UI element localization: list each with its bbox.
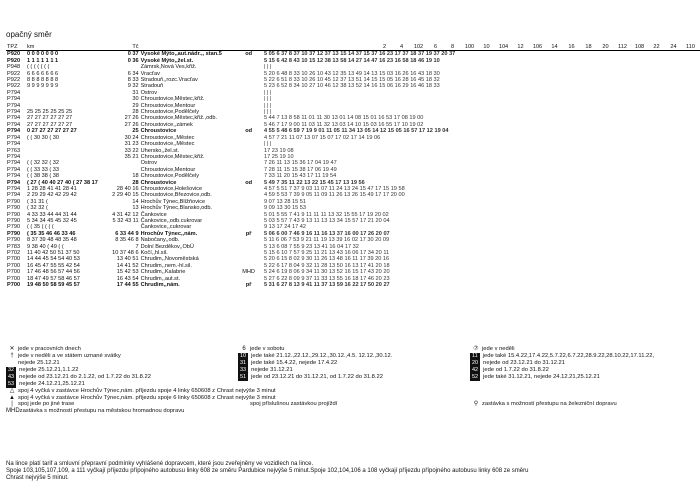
train-number: 8	[450, 44, 455, 50]
cell-km: ( ( 32 32 ( 32	[27, 160, 60, 167]
cell-stop: Chroustovice,,Městec	[140, 134, 195, 141]
cell-times: | | |	[264, 102, 272, 109]
column-header-tpz: TPZ	[6, 44, 26, 51]
cell-ad: od	[245, 128, 253, 135]
cell-tpz: P794	[7, 96, 21, 103]
cell-km: ( ( 38 38 ( 38	[27, 173, 60, 180]
cell-km: 9 9 9 9 9 9 9	[27, 83, 59, 90]
cell-tpz: P794	[7, 89, 21, 96]
legend-text: nejede 25.12.21	[18, 359, 60, 366]
direction-header: opačný směr	[6, 30, 52, 39]
note-box-icon: 53	[8, 380, 15, 387]
cell-stop: Chroustovice,Březovice,odb.	[140, 192, 212, 199]
cell-stop: Chroustovice,Mentour	[140, 102, 196, 109]
legend-item	[6, 346, 232, 353]
legend-symbol-icon: ▲	[9, 394, 15, 401]
legend-text: spoj příslušnou zastávkou projíždí	[250, 401, 338, 408]
note-box-icon: 42	[472, 366, 479, 373]
train-number: 112	[618, 44, 627, 50]
train-number: 24	[670, 44, 677, 50]
cell-tc: 6 33 44 9	[115, 230, 139, 237]
legend-symbol-icon: △	[9, 387, 15, 394]
legend-item	[470, 401, 696, 408]
cell-tpz: P794	[7, 192, 21, 199]
legend-item	[6, 388, 696, 395]
cell-km: ( ( 35 ( ( ( (	[27, 224, 54, 231]
cell-stop: Kočí,,hl.sil.	[140, 250, 168, 256]
legend-text: jede v neděli a ve státem uznané svátky	[18, 352, 121, 359]
cell-stop: Zámrsk,Nová Ves,křiž.	[140, 64, 197, 71]
cell-tpz: P794	[7, 153, 21, 160]
cell-tpz: P783	[7, 243, 21, 250]
cell-km: 17 46 48 56 57 44 56	[27, 269, 80, 276]
cell-times: | | |	[264, 109, 272, 116]
train-number: 20	[602, 44, 609, 50]
legend-text: spoj 4 vyčká v zastávce Hrochův Týnec,nám. příjezdu spoje 6 linky 650608 z Chrast nejvýše 3 minut	[18, 394, 276, 401]
legend-item	[238, 353, 464, 360]
legend-item	[470, 367, 696, 374]
cell-stop: Chroustovice,Podělčely	[140, 173, 200, 180]
legend-symbol-icon: ⑦	[473, 346, 479, 352]
cell-stop: Chroustovice,Městec,křiž.	[140, 153, 205, 160]
legend-symbol-icon: ✕	[9, 346, 15, 352]
cell-tc: 35 21	[124, 153, 139, 160]
cell-stop: Chroustovice,Mentour	[140, 166, 196, 173]
cell-times: 5 13 6 08 7 55 9 23 13 41 16 04 17 32	[264, 243, 359, 250]
cell-times: 5 46 7 17 9 00 11 03 11 32 13 03 14 10 15 03 16 55 17 10 19 02	[264, 121, 424, 128]
cell-tpz: P794	[7, 128, 21, 135]
cell-times: | | |	[264, 64, 272, 71]
cell-times: 9 13 17 24 17 42	[264, 224, 306, 231]
cell-stop: Chroustovice,,zámek	[140, 121, 193, 128]
cell-tc: 15 42 53	[116, 269, 139, 276]
footer-notes	[6, 461, 694, 483]
cell-stop: Stradouň	[140, 83, 164, 90]
legend-symbol-icon: †	[10, 352, 14, 359]
cell-km: 27 27 27 27 27 27	[27, 121, 73, 128]
cell-stop: Chrudim,,Novoměstská	[140, 256, 199, 263]
train-number: 102	[413, 44, 424, 50]
cell-times: 5 22 6 17 8 04 9 32 11 28 13 50 16 13 17 41 20 18	[264, 262, 390, 269]
cell-times: 5 01 5 55 7 41 9 11 11 11 13 32 15 55 17 19 20 02	[264, 211, 389, 218]
cell-km: 18 47 49 57 58 46 57	[27, 275, 80, 282]
cell-km: 0 0 0 0 0 0 0	[27, 51, 59, 58]
cell-tpz: P700	[7, 275, 21, 282]
cell-km: 8 37 39 48 48 35 48	[27, 237, 77, 244]
train-number: 22	[653, 44, 660, 50]
cell-stop: Chrudim,,Kalabrie	[140, 269, 186, 276]
cell-tpz: P920	[7, 51, 21, 58]
cell-times: 5 49 7 35 11 22 13 22 15 45 17 13 19 56	[264, 179, 365, 186]
cell-times: 5 11 6 06 7 53 9 21 11 19 13 39 16 02 17 30 20 09	[264, 237, 390, 244]
cell-tpz: P763	[7, 147, 21, 154]
cell-stop: Vracťav	[140, 70, 160, 77]
cell-times: 17 23 19 08	[264, 147, 294, 154]
cell-stop: Hrochův Týnec,Blansko,odb.	[140, 205, 212, 212]
legend-item	[470, 360, 696, 367]
footer-line: Na lince platí tarif a smluvní přepravní podmínky vyhlášené dopravcem, které jsou zveřejněny ve vozidlech na lince.	[6, 461, 314, 467]
cell-tpz: P700	[7, 262, 21, 269]
legend-text: nejede od 23.12.21 do 31.12.21	[483, 359, 566, 366]
cell-stop: Chroustovice,,Městec	[140, 141, 195, 148]
cell-times: 5 44 7 13 8 58 11 01 11 30 13 01 14 08 15 01 16 53 17 08 19 00	[264, 115, 424, 122]
cell-stop: Ostrov	[140, 160, 158, 167]
cell-times: 5 06 6 00 7 46 9 16 11 16 13 37 16 00 17 26 20 07	[264, 230, 390, 237]
cell-tc: 2 29 40 15	[112, 192, 139, 199]
legend-item	[6, 401, 232, 408]
cell-km: 1 1 1 1 1 1 1	[27, 57, 59, 64]
cell-tc: 13 40 51	[116, 256, 139, 263]
cell-tpz: P794	[7, 102, 21, 109]
cell-stop: Chrudim,,nám.	[140, 282, 180, 289]
cell-tpz: P790	[7, 211, 21, 218]
legend-text: jede také 31.12.21, nejede 24.12.21,25.12.21	[483, 373, 600, 380]
cell-ad: od	[245, 51, 253, 58]
cell-ad: př	[245, 282, 252, 289]
cell-stop: Chrudim,,nem.-hl.sil.	[140, 262, 192, 269]
train-number: 18	[585, 44, 592, 50]
note-box-icon: 11	[472, 352, 478, 359]
legend-text: jede v sobotu	[250, 346, 285, 352]
cell-times: 5 15 6 42 8 43 10 15 12 38 13 58 14 27 14 47 16 23 16 58 18 46 19 10	[264, 57, 440, 64]
legend-item	[470, 374, 696, 381]
legend-text: nejede 31.12.21	[251, 366, 293, 373]
cell-stop: Chroustovice,Podělčely	[140, 109, 200, 116]
cell-times: 17 25 19 10	[264, 153, 294, 160]
legend-text: zastávka s možností přestupu na železniční dopravu	[482, 401, 617, 408]
cell-tc: 25	[132, 128, 139, 135]
cell-tpz: P700	[7, 256, 21, 263]
cell-tc: 5 32 43 11	[112, 217, 139, 224]
cell-times: 7 33 11 20 15 43 17 11 19 54	[264, 173, 337, 180]
cell-km: ( ( 33 33 ( 33	[27, 166, 60, 173]
cell-stop: Hrochův Týnec,,nám.	[140, 230, 198, 237]
cell-tc: 0 37	[127, 51, 139, 58]
cell-km: 8 8 8 8 8 8 8	[27, 77, 59, 84]
table-row	[6, 51, 700, 58]
column-header-km: km	[26, 44, 111, 51]
cell-tpz: P790	[7, 237, 21, 244]
cell-stop: Hrochův Týnec,Blížňovice	[140, 198, 206, 205]
note-box-icon: 43	[8, 373, 15, 380]
cell-tpz: P920	[7, 57, 21, 64]
cell-km: 2 29 29 42 42 29 42	[27, 192, 77, 199]
cell-tpz: P794	[7, 134, 21, 141]
cell-tc: 6 34	[127, 70, 139, 77]
cell-times: 5 15 6 10 7 57 9 25 11 21 13 43 16 06 17 34 20 11	[264, 250, 390, 256]
cell-km: ( ( ( ( ( ( (	[27, 64, 50, 71]
legend-text: nejede 24.12.21,25.12.21	[19, 380, 85, 387]
legend-text: spoj jede po jiné trase	[18, 401, 75, 408]
cell-km: 4 33 33 44 44 31 44	[27, 211, 77, 218]
cell-stop: Čankovice,,odb.cukrovar	[140, 217, 203, 224]
legend	[6, 346, 696, 415]
cell-times: 5 27 6 22 8 09 9 37 11 33 13 55 16 18 17 46 20 23	[264, 275, 390, 282]
cell-tpz: P794	[7, 179, 21, 186]
column-header-tc: Tč	[111, 44, 139, 51]
legend-text: jede od 1.7.22 do 31.8.22	[483, 366, 549, 373]
footer-line: Chrast nejvýše 5 minut.	[6, 475, 69, 482]
train-number: 10	[483, 44, 490, 50]
cell-ad: MHD	[242, 269, 255, 276]
cell-km: ( 35 35 46 46 33 46	[27, 230, 76, 237]
cell-times: 9 09 13 30 15 53	[264, 205, 306, 212]
legend-item	[238, 367, 464, 374]
cell-tc: 9 32	[127, 83, 139, 90]
cell-km: 6 6 6 6 6 6 6	[27, 70, 59, 77]
cell-km: 1 28 28 41 41 28 41	[27, 185, 77, 192]
cell-ad: od	[245, 179, 253, 186]
cell-times: 5 23 6 52 8 34 10 27 10 46 12 38 13 52 14 16 15 06 16 29 16 46 18 33	[264, 83, 440, 90]
cell-tc: 30	[132, 96, 139, 103]
cell-km: ( 32 32 (	[27, 205, 48, 212]
cell-tc: 8 35 46 8	[115, 237, 139, 244]
cell-km: 14 44 45 54 54 40 53	[27, 256, 80, 263]
cell-km: 5 34 34 45 45 32 45	[27, 217, 77, 224]
legend-item	[6, 374, 232, 381]
train-number: 104	[498, 44, 509, 50]
cell-tc: 0 36	[127, 57, 139, 64]
train-number: 110	[686, 44, 695, 50]
cell-times: 4 57 7 21 11 07 13 07 15 07 17 02 17 14 19 06	[264, 134, 381, 141]
cell-tc: 29	[132, 102, 139, 109]
cell-stop: Chrudim,,aut.st.	[140, 275, 181, 282]
cell-tpz: P794	[7, 141, 21, 148]
legend-text: jede od 23.12.21 do 31.12.21, od 1.7.22 do 31.8.22	[251, 373, 383, 380]
train-number: 4	[399, 44, 404, 50]
legend-item	[238, 374, 464, 381]
legend-text: nejede od 23.12.21 do 2.1.22, od 1.7.22 do 31.8.22	[19, 373, 151, 380]
legend-symbol-icon: 6	[242, 346, 246, 352]
note-box-icon: 33	[240, 366, 247, 373]
cell-tc: 28 40 16	[116, 185, 139, 192]
cell-times: 7 26 11 13 15 36 17 04 19 47	[264, 160, 337, 167]
cell-times: 5 20 6 15 8 02 9 30 11 26 13 48 16 11 17 39 20 16	[264, 256, 390, 263]
cell-tpz: P700	[7, 282, 21, 289]
cell-tc: 7	[135, 243, 139, 250]
timetable	[6, 44, 700, 288]
cell-tc: 8 33	[127, 77, 139, 84]
cell-tc: 14	[132, 198, 139, 205]
cell-stop: Vysoké Mýto,,žel.st.	[140, 57, 194, 64]
cell-stop: Dolní Bezděkov,,ObÚ	[140, 243, 194, 250]
legend-text: spoj 4 vyčká v zastávce Hrochův Týnec,nám. příjezdu spoje 4 linky 650608 z Chrast nejvýše 3 minut	[18, 387, 276, 394]
train-numbers	[256, 44, 700, 51]
legend-symbol-icon: MHD	[6, 408, 20, 415]
cell-times: 7 28 11 15 15 38 17 06 19 49	[264, 166, 337, 173]
legend-item	[6, 353, 232, 360]
cell-tpz: P794	[7, 115, 21, 122]
footer-line: Spoje 103,105,107,109, a 111 vyčkají příjezdu přípojného autobusu linky 608 ze směru Pardubice nejvýše 5 minut.Spoje 102,104,106 a 108 vyčkají příjezdu přípojného autobusu linky 608 ze směru	[6, 468, 529, 475]
cell-tpz: P948	[7, 64, 21, 71]
train-number: 6	[433, 44, 438, 50]
legend-item	[6, 381, 232, 388]
cell-times: 4 57 5 51 7 37 9 03 11 07 11 24 13 24 15 47 17 15 19 58	[264, 185, 405, 192]
cell-km: 9 38 40 ( 49 ( (	[27, 243, 64, 250]
legend-symbol-icon: ⚲	[473, 401, 479, 408]
legend-item	[238, 346, 464, 353]
legend-text: zastávka s možností přestupu na městskou hromadnou dopravu	[19, 408, 185, 415]
legend-text: nejede 25.12.21,1.1.22	[19, 366, 79, 373]
cell-times: | | |	[264, 96, 272, 103]
cell-tc: 14 41 52	[116, 262, 139, 269]
cell-km: 16 45 47 55 55 42 54	[27, 262, 80, 269]
cell-stop: Chroustovice	[140, 128, 177, 135]
column-header-stop	[140, 44, 242, 51]
cell-tc: 31	[132, 89, 139, 96]
cell-tc: 4 31 42 12	[112, 211, 139, 218]
cell-tc: 17 44 55	[116, 282, 139, 289]
train-number: 2	[382, 44, 387, 50]
cell-tpz: P790	[7, 230, 21, 237]
legend-text: jede v neděli	[482, 346, 515, 352]
legend-item	[6, 395, 696, 402]
cell-tpz: P922	[7, 77, 21, 84]
cell-times: 5 24 6 19 8 06 9 34 11 30 13 52 16 15 17 43 20 20	[264, 269, 390, 276]
cell-stop: Nabočany,,odb.	[140, 237, 180, 244]
legend-item	[238, 360, 464, 367]
cell-stop: Stradouň,,rozc.Vracťav	[140, 77, 198, 84]
cell-km: ( 27 ( 40 40 27 40 ( 27 38 17	[27, 179, 98, 186]
cell-tpz: P794	[7, 121, 21, 128]
cell-stop: Chroustovice	[140, 179, 177, 186]
cell-tpz: P922	[7, 83, 21, 90]
train-number: 108	[634, 44, 645, 50]
legend-text: jede také 15.4.22,17.4.22,5.7.22,6.7.22,28.9.22,28.10.22,17.11.22,	[482, 352, 655, 359]
cell-tc: 30 24	[124, 134, 139, 141]
cell-stop: Ostrov	[140, 89, 158, 96]
note-box-icon: 10	[240, 352, 247, 359]
cell-km: 11 40 42 50 51 37 50	[27, 250, 80, 256]
legend-text: jede v pracovních dnech	[18, 346, 81, 352]
cell-times: 5 20 6 48 8 33 10 26 10 43 12 35 13 49 14 13 15 03 16 26 16 43 18 30	[264, 70, 440, 77]
legend-item	[6, 367, 232, 374]
cell-tpz: P702	[7, 250, 21, 256]
cell-tpz: P790	[7, 198, 21, 205]
note-box-icon: 20	[472, 359, 479, 366]
cell-tc: 10 37 48 6	[112, 250, 139, 256]
cell-tpz: P794	[7, 160, 21, 167]
cell-times: 5 03 5 57 7 43 9 13 11 13 13 34 15 57 17 21 20 04	[264, 217, 390, 224]
cell-tpz: P790	[7, 224, 21, 231]
cell-stop: Chroustovice,Holešovice	[140, 185, 203, 192]
cell-times: 5 05 6 37 8 37 10 37 12 37 13 15 14 37 15 37 16 23 17 37 18 37 19 37 20 37	[264, 51, 456, 58]
cell-stop: Chroustovice,Městec,křiž.,odb.	[140, 115, 218, 122]
legend-text: jede také 21.12.,22.12.,29.12.,30.12.,4.5. 12.12.,30.12.	[251, 352, 393, 359]
cell-stop: Čankovice,,cukrovar	[140, 224, 192, 231]
cell-km: 19 48 50 58 59 45 57	[27, 282, 80, 289]
note-box-icon: 32	[8, 366, 15, 373]
cell-tpz: P794	[7, 109, 21, 116]
cell-stop: Čankovice	[140, 211, 167, 218]
cell-tpz: P794	[7, 173, 21, 180]
cell-tpz: P794	[7, 185, 21, 192]
cell-tc: 28	[132, 109, 139, 116]
cell-km: ( ( 30 30 ( 30	[27, 134, 60, 141]
cell-times: 4 59 5 53 7 39 9 05 11 09 11 26 13 26 15 49 17 17 20 00	[264, 192, 405, 199]
cell-tpz: P922	[7, 70, 21, 77]
cell-times: 5 22 6 51 8 33 10 26 10 45 12 37 13 51 14 15 15 05 16 28 16 45 18 32	[264, 77, 440, 84]
column-header-ad	[241, 44, 256, 51]
cell-tc: 16 43 54	[116, 275, 139, 282]
note-box-icon: 52	[472, 373, 479, 380]
table-header-row	[6, 44, 700, 51]
cell-tc: 13	[132, 205, 139, 212]
cell-stop: Chroustovice,Městec,křiž.	[140, 96, 205, 103]
train-number: 14	[551, 44, 558, 50]
cell-times: 5 31 6 27 8 13 9 41 11 37 13 59 16 22 17 50 20 27	[264, 282, 390, 289]
cell-times: | | |	[264, 89, 272, 96]
legend-item	[470, 353, 696, 360]
legend-item	[6, 408, 232, 415]
cell-tc: 33 22	[124, 147, 139, 154]
cell-tpz: P794	[7, 166, 21, 173]
legend-text: jede také 15.4.22, nejede 17.4.22	[251, 359, 338, 366]
train-number: 106	[532, 44, 543, 50]
note-box-icon: 51	[240, 373, 247, 380]
cell-km: 0 27 27 27 27 27 27	[27, 128, 77, 135]
train-number: 100	[464, 44, 475, 50]
cell-ad: př	[245, 230, 252, 237]
cell-times: 4 55 5 48 6 59 7 19 9 01 11 05 11 34 13 05 14 12 15 05 16 57 17 12 19 04	[264, 128, 449, 135]
cell-tc: 27 26	[124, 115, 139, 122]
cell-tpz: P790	[7, 217, 21, 224]
train-number: 16	[568, 44, 575, 50]
cell-tc: 31 23	[124, 141, 139, 148]
legend-symbol-icon: |	[11, 401, 13, 408]
cell-times: | | |	[264, 141, 272, 148]
cell-times: 9 07 13 28 15 51	[264, 198, 306, 205]
cell-stop: Uhersko,,žel.st.	[140, 147, 180, 154]
cell-km: 25 25 25 25 25 25	[27, 109, 73, 116]
cell-tc: 27 26	[124, 121, 139, 128]
legend-item	[470, 346, 696, 353]
legend-item	[238, 401, 464, 408]
note-box-icon: 31	[240, 359, 247, 366]
cell-tpz: P700	[7, 269, 21, 276]
cell-tc: 18	[132, 173, 139, 180]
cell-stop: Vysoké Mýto,,aut.nádr.,, stan.5	[140, 51, 222, 58]
cell-tc: 28	[132, 179, 139, 186]
cell-km: ( 31 31 (	[27, 198, 48, 205]
legend-item	[6, 360, 232, 367]
train-number: 12	[517, 44, 524, 50]
table-row	[6, 282, 700, 288]
cell-tpz: P790	[7, 205, 21, 212]
cell-km: 27 27 27 27 27 27	[27, 115, 73, 122]
